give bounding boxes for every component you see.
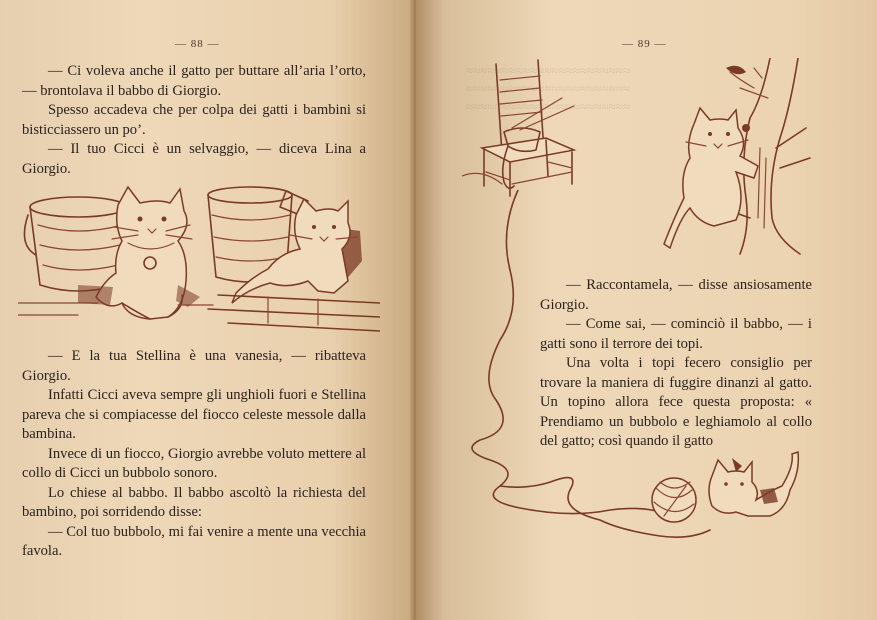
- left-page: [0, 0, 414, 620]
- paragraph: Spesso accadeva che per colpa dei gatti i bambini si bisticciassero un po’.: [22, 102, 366, 138]
- paragraph: Invece di un fiocco, Giorgio avrebbe voluto mettere al collo di Cicci un bubbolo sonoro.: [22, 445, 366, 481]
- left-text-bottom: [22, 347, 366, 562]
- bleed-through-text: ≈≈≈≈≈≈≈≈≈≈≈≈≈≈≈≈≈≈≈≈≈≈≈ ≈≈≈≈≈≈≈≈≈≈≈≈≈≈≈≈≈≈≈≈≈≈≈ ≈≈≈≈≈≈≈≈≈≈≈≈≈≈≈≈≈≈≈≈≈≈≈: [466, 63, 631, 114]
- right-page-number: — 89 —: [622, 38, 667, 50]
- right-text: [540, 276, 812, 452]
- paragraph: — E la tua Stellina è una vanesia, — ribatteva Giorgio.: [22, 348, 366, 384]
- paragraph: Lo chiese al babbo. Il babbo ascoltò la richiesta del bambino, poi sorridendo disse:: [22, 484, 366, 520]
- paragraph: — Come sai, — cominciò il babbo, — i gatti sono il terrore dei topi.: [540, 316, 812, 352]
- paragraph: — Il tuo Cicci è un selvaggio, — diceva Lina a Giorgio.: [22, 141, 366, 177]
- chair-knitting-illustration: [462, 58, 588, 198]
- kittens-buckets-illustration: [18, 185, 380, 335]
- left-text-top: [22, 62, 366, 179]
- paragraph: — Raccontamela, — disse ansiosamente Giorgio.: [540, 277, 812, 313]
- paragraph: Infatti Cicci aveva sempre gli unghioli fuori e Stellina pareva che si compiacesse del fiocco celeste messole dalla bambina.: [22, 387, 366, 442]
- paragraph: — Col tuo bubbolo, mi fai venire a mente una vecchia favola.: [22, 523, 366, 559]
- left-page-number: — 88 —: [175, 38, 220, 50]
- paragraph: Una volta i topi fecero consiglio per trovare la maniera di fuggire dinanzi al gatto. Un topino allora fece questa proposta: « Prendiamo un bubbolo e leghiamolo al collo del gatto; così quando il gatto: [540, 355, 812, 449]
- paragraph: — Ci voleva anche il gatto per buttare all’aria l’orto, — brontolava il babbo di Giorgio.: [22, 63, 366, 99]
